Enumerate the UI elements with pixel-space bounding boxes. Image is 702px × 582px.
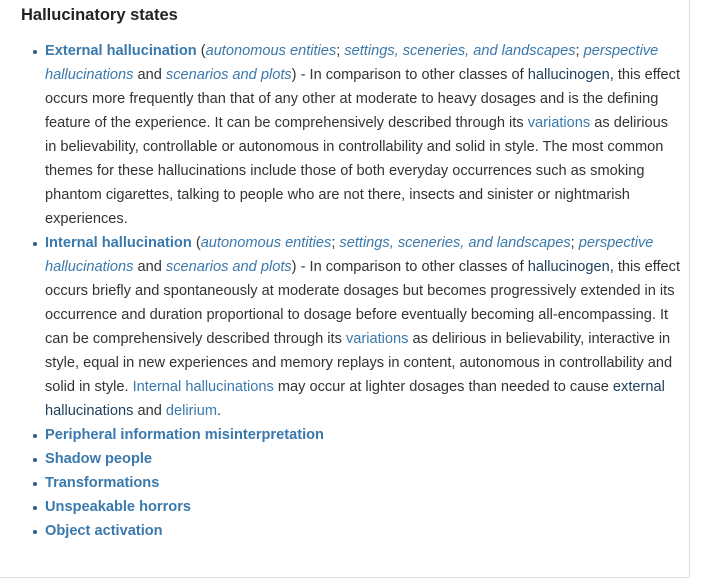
hallucinogen-link[interactable]: hallucinogen: [527, 67, 610, 83]
bullet-icon: [33, 482, 37, 486]
scenarios-and-plots-link[interactable]: scenarios and plots: [165, 259, 292, 275]
settings-sceneries-landscapes-link[interactable]: settings, sceneries, and landscapes: [344, 43, 576, 59]
variations-link[interactable]: variations: [527, 115, 591, 131]
perspective-hallucinations-link[interactable]: perspective hallucinations: [45, 235, 654, 275]
list-item-external-hallucination: External hallucination (autonomous entities; settings, sceneries, and landscapes; perspective hallucinations and scenarios and plots) - In comparison to other classes of hallucinogen, this effect occurs more frequently than that of any other at moderate to heavy dosages and is the defining feature of the experience. It can be comprehensively described through its variations as delirious in believability, controllable or autonomous in controllability and solid in style. The most common themes for these hallucinations include those of both everyday occurrences such as smoking phantom cigarettes, talking to people who are not there, insects and sinister or nightmarish experiences.: [45, 39, 681, 231]
list-item-peripheral-information-misinterpretation: [45, 423, 681, 447]
autonomous-entities-link[interactable]: autonomous entities: [205, 43, 337, 59]
internal-hallucinations-inline-link[interactable]: Internal hallucinations: [132, 379, 274, 395]
perspective-hallucinations-link[interactable]: perspective hallucinations: [45, 43, 659, 83]
transformations-link[interactable]: Transformations: [45, 475, 160, 491]
description-text: this effect occurs briefly and spontaneously at moderate dosages but becomes progressively extended in its occurrence and duration proportional to dosage before eventually becoming all-encompassing. It can be comprehensively described through its: [45, 259, 681, 347]
peripheral-information-misinterpretation-link[interactable]: Peripheral information misinterpretation: [45, 427, 324, 443]
list-item-transformations: [45, 471, 681, 495]
autonomous-entities-link[interactable]: autonomous entities: [200, 235, 332, 251]
shadow-people-link[interactable]: Shadow people: [45, 451, 153, 467]
description-text: as delirious in believability, controllable or autonomous in controllability and solid in style. The most common themes for these hallucinations include those of both everyday occurrences such as smoking phantom cigarettes, talking to people who are not there, insects and sinister or nightmarish experiences.: [45, 115, 669, 227]
list-item-unspeakable-horrors: [45, 495, 681, 519]
bullet-icon: [33, 530, 37, 534]
external-hallucinations-inline-link[interactable]: external hallucinations: [45, 379, 665, 419]
list-item-shadow-people: [45, 447, 681, 471]
conjunction-text: and: [137, 67, 162, 83]
bullet-icon: [33, 434, 37, 438]
variations-link[interactable]: variations: [345, 331, 409, 347]
internal-hallucination-link[interactable]: Internal hallucination: [45, 235, 192, 251]
description-text: may occur at lighter dosages than needed to cause: [277, 379, 609, 395]
list-item-internal-hallucination: Internal hallucination (autonomous entities; settings, sceneries, and landscapes; perspective hallucinations and scenarios and plots) - In comparison to other classes of hallucinogen, this effect occurs briefly and spontaneously at moderate dosages but becomes progressively extended in its occurrence and duration proportional to dosage before eventually becoming all-encompassing. It can be comprehensively described through its variations as delirious in believability, interactive in style, equal in new experiences and memory replays in content, autonomous in controllability and solid in style. Internal hallucinations may occur at lighter dosages than needed to cause external hallucinations and delirium.: [45, 231, 681, 423]
external-hallucination-link[interactable]: External hallucination: [45, 43, 197, 59]
conjunction-text: and: [137, 259, 162, 275]
bullet-icon: [33, 242, 37, 246]
object-activation-link[interactable]: Object activation: [45, 523, 163, 539]
conjunction-text: and: [137, 403, 162, 419]
list-item-object-activation: [45, 519, 681, 543]
section-title: Hallucinatory states: [21, 6, 178, 24]
bullet-icon: [33, 50, 37, 54]
bullet-icon: [33, 458, 37, 462]
settings-sceneries-landscapes-link[interactable]: settings, sceneries, and landscapes: [339, 235, 571, 251]
unspeakable-horrors-link[interactable]: Unspeakable horrors: [45, 499, 191, 515]
bullet-icon: [33, 506, 37, 510]
scenarios-and-plots-link[interactable]: scenarios and plots: [165, 67, 292, 83]
description-text: In comparison to other classes of: [309, 259, 524, 275]
hallucinogen-link[interactable]: hallucinogen: [527, 259, 610, 275]
description-text: In comparison to other classes of: [309, 67, 524, 83]
delirium-link[interactable]: delirium: [165, 403, 218, 419]
hallucinatory-states-list: [45, 39, 681, 543]
description-text: as delirious in believability, interactive in style, equal in new experiences and memory replays in content, autonomous in controllability and solid in style.: [45, 331, 673, 395]
description-text: this effect occurs more frequently than that of any other at moderate to heavy dosages and is the defining feature of the experience. It can be comprehensively described through its: [45, 67, 681, 131]
